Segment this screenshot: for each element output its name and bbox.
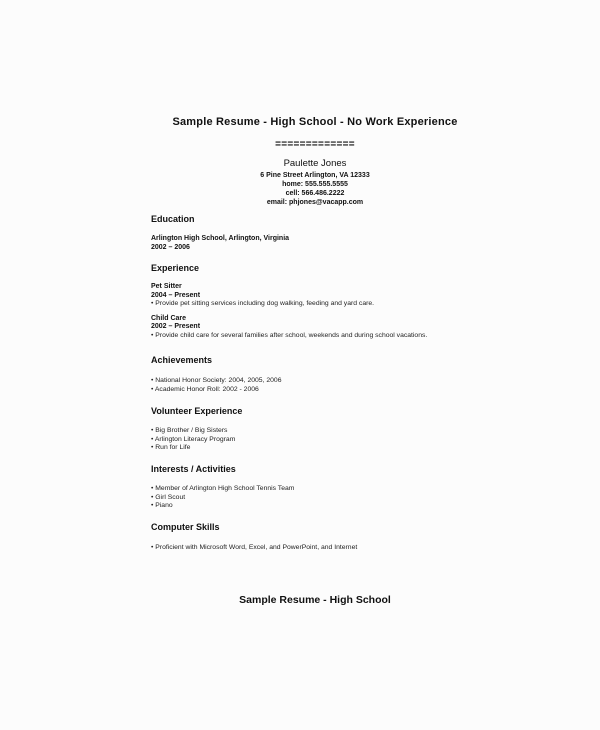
- list-item: • Proficient with Microsoft Word, Excel, and PowerPoint, and Internet: [151, 544, 358, 551]
- divider-line: =============: [275, 139, 355, 150]
- job-description: • Provide child care for several families after school, weekends and during school vacations.: [151, 331, 428, 339]
- list-item: • National Honor Society: 2004, 2005, 2006: [151, 377, 282, 384]
- list-item: • Piano: [151, 502, 173, 510]
- job-dates: 2002 – Present: [151, 323, 201, 331]
- interests-section: [151, 464, 571, 511]
- experience-heading: Experience: [151, 263, 200, 273]
- education-heading: Education: [151, 214, 195, 224]
- list-item: • Arlington Literacy Program: [151, 435, 236, 443]
- job-dates: 2004 – Present: [151, 291, 201, 299]
- contact-block: [0, 158, 600, 207]
- achievements-section: [151, 355, 571, 394]
- job-description: • Provide pet sitting services including dog walking, feeding and yard care.: [151, 300, 375, 307]
- volunteer-section: [151, 406, 571, 453]
- interests-heading: Interests / Activities: [151, 464, 236, 474]
- list-item: • Big Brother / Big Sisters: [151, 427, 228, 434]
- contact-email: email: phjones@vacapp.com: [266, 199, 364, 206]
- achievements-heading: Achievements: [151, 355, 213, 365]
- list-item: • Girl Scout: [151, 493, 186, 501]
- contact-name: Paulette Jones: [283, 158, 347, 169]
- bottom-title: Sample Resume - High School: [239, 594, 391, 606]
- contact-address: 6 Pine Street Arlington, VA 12333: [260, 172, 370, 179]
- education-section: [151, 214, 571, 252]
- page-title: Sample Resume - High School - No Work Experience: [172, 116, 458, 128]
- list-item: • Academic Honor Roll: 2002 - 2006: [151, 385, 259, 393]
- computer-skills-heading: Computer Skills: [151, 522, 220, 532]
- list-item: • Run for Life: [151, 444, 191, 452]
- list-item: • Member of Arlington High School Tennis Team: [151, 485, 295, 492]
- job-title: Pet Sitter: [151, 283, 182, 290]
- education-school: Arlington High School, Arlington, Virginia: [151, 235, 290, 242]
- contact-cell-phone: cell: 566.486.2222: [285, 190, 345, 197]
- education-years: 2002 – 2006: [151, 243, 190, 251]
- job-title: Child Care: [151, 314, 187, 322]
- volunteer-heading: Volunteer Experience: [151, 406, 243, 416]
- computer-skills-section: [151, 522, 571, 553]
- experience-section: [151, 263, 571, 340]
- contact-home-phone: home: 555.555.5555: [282, 181, 348, 188]
